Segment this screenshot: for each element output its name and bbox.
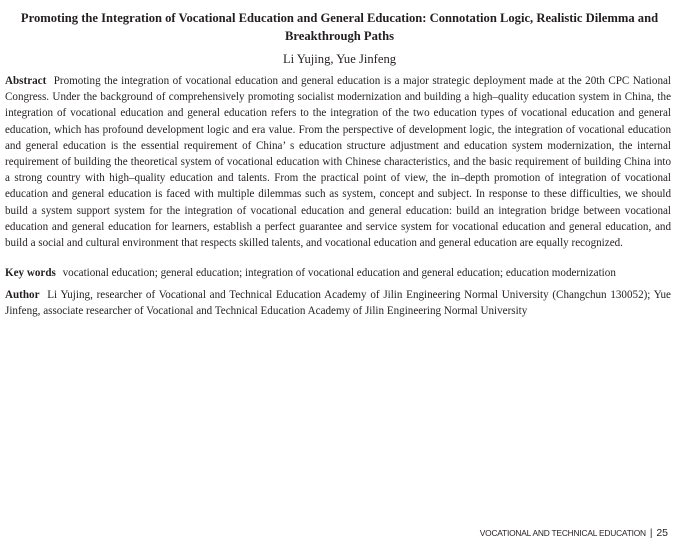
abstract-section [5,73,671,251]
author-info-text: Li Yujing, researcher of Vocational and Technical Education Academy of Jilin Engineering Normal University (Changchun 130052); Yue Jinfeng, associate researcher of Vocational and Technical Education Academy of Jilin Engineering Normal University [5,289,671,318]
abstract-label: Abstract [5,75,47,87]
footer-separator: | [649,528,653,539]
keywords-label: Key words [5,267,56,279]
author-label: Author [5,289,40,301]
page-footer [480,527,668,540]
page-number: 25 [656,527,668,539]
journal-name: VOCATIONAL AND TECHNICAL EDUCATION [479,528,646,538]
author-names: Li Yujing, Yue Jinfeng [282,52,397,66]
author-info-section [5,287,671,319]
keywords-text: vocational education; general education; integration of vocational education and general education; education modernization [62,267,616,279]
abstract-text: Promoting the integration of vocational education and general education is a major strategic deployment made at the 20th CPC National Congress. Under the background of comprehensively promoting socialist modernization and building a high–quality education system in China, the integration of vocational education and general education refers to the integration of the two education types of vocational education and general education, which has profound development logic and era value. From the perspective of development logic, the integration of vocational education and general education is the essential requirement of China’ s education structure adjustment and education system modernization, the internal requirement of building the theoretical system of vocational education with Chinese characteristics, and the basic requirement of building China into a strong country with high–quality education and talents. From the practical point of view, the in–depth promotion of integration of vocational education and general education is faced with multiple dilemmas such as system, concept and subject. In response to these difficulties, we should build a system support system for the integration of vocational education and general education: build an integration bridge between vocational education and general education for learners, establish a perfect guarantee and service system for vocational education and general education, and build a social and cultural environment that respects skilled talents, and vocational education and general education are equally recognized. [5,75,671,250]
keywords-section [5,265,671,281]
paper-title: Promoting the Integration of Vocational Education and General Education: Connotation Logic, Realistic Dilemma and Breakthrough Paths [20,11,659,43]
